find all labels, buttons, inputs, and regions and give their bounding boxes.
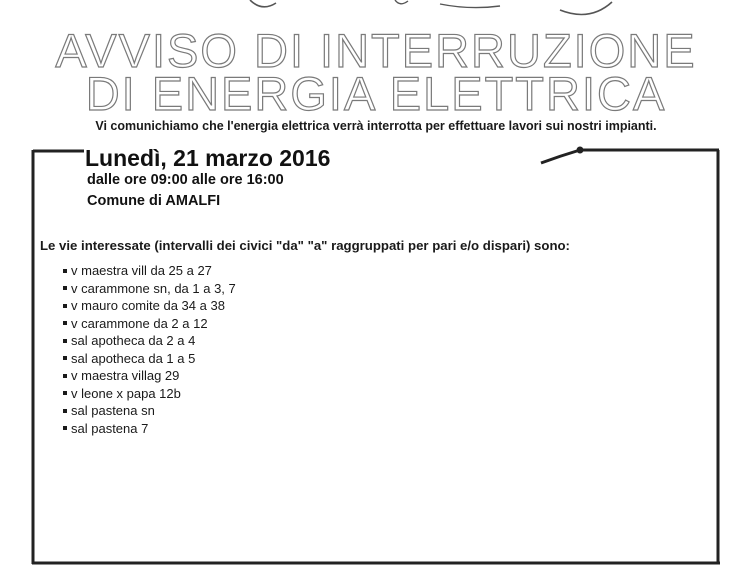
list-item: v mauro comite da 34 a 38 xyxy=(63,297,236,315)
interruption-time: dalle ore 09:00 alle ore 16:00 xyxy=(87,172,284,188)
bullet-icon xyxy=(63,426,67,430)
list-item: v carammone sn, da 1 a 3, 7 xyxy=(63,280,236,298)
interruption-town: Comune di AMALFI xyxy=(87,193,221,209)
list-item: sal apotheca da 2 a 4 xyxy=(63,332,236,350)
bullet-icon xyxy=(63,286,67,290)
bullet-icon xyxy=(63,339,67,343)
bullet-icon xyxy=(63,304,67,308)
list-item: v maestra villag 29 xyxy=(63,367,236,385)
list-item: v maestra vill da 25 a 27 xyxy=(63,262,236,280)
intro-text: Vi comunichiamo che l'energia elettrica verrà interrotta per effettuare lavori sui nostri impianti. xyxy=(95,119,657,133)
bullet-icon xyxy=(63,269,67,273)
list-item: v carammone da 2 a 12 xyxy=(63,315,236,333)
list-item: v leone x papa 12b xyxy=(63,385,236,403)
list-item: sal pastena sn xyxy=(63,402,236,420)
streets-list xyxy=(63,262,236,437)
headline-line-2: DI ENERGIA ELETTRICA xyxy=(85,67,667,120)
interruption-date: Lunedì, 21 marzo 2016 xyxy=(85,145,331,171)
headline-line-1: AVVISO DI INTERRUZIONE xyxy=(55,24,697,77)
bullet-icon xyxy=(63,374,67,378)
streets-title: Le vie interessate (intervalli dei civici "da" "a" raggruppati per pari e/o dispari) sono: xyxy=(40,238,570,253)
bullet-icon xyxy=(63,356,67,360)
list-item: sal apotheca da 1 a 5 xyxy=(63,350,236,368)
bullet-icon xyxy=(63,391,67,395)
bullet-icon xyxy=(63,409,67,413)
list-item: sal pastena 7 xyxy=(63,420,236,438)
bullet-icon xyxy=(63,321,67,325)
